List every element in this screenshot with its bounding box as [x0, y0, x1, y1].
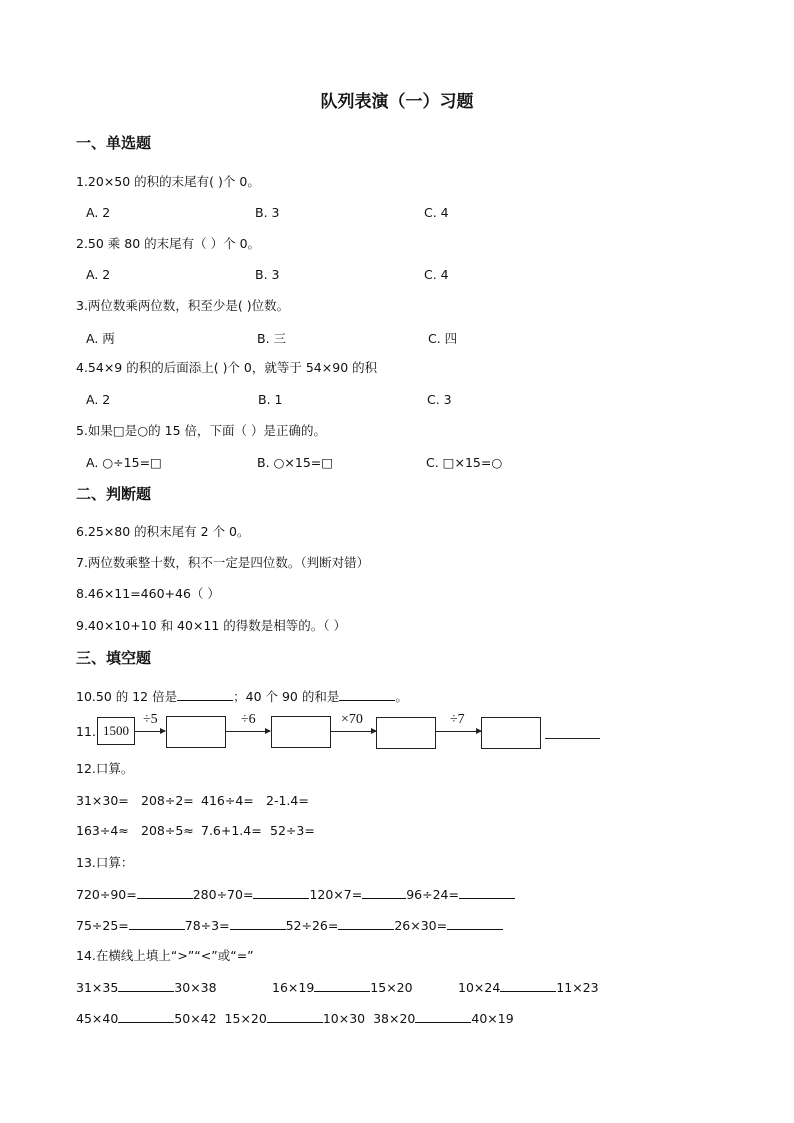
q14-right: 15×20 — [370, 980, 413, 995]
q14-item — [76, 979, 217, 996]
q14-left: 10×24 — [458, 980, 501, 995]
q2-option-a[interactable]: A. 2 — [86, 267, 111, 282]
q3-option-a[interactable]: A. 两 — [86, 331, 115, 346]
compare-blank[interactable] — [500, 979, 556, 992]
answer-blank[interactable] — [230, 917, 286, 930]
q4-option-a[interactable]: A. 2 — [86, 392, 111, 407]
answer-blank[interactable] — [253, 886, 309, 899]
section-heading-single-choice: 一、单选题 — [76, 134, 152, 152]
answer-blank[interactable] — [447, 917, 503, 930]
flow-arrow-4 — [436, 731, 481, 732]
flow-arrow-2 — [226, 731, 270, 732]
question-4: 4.54×9 的积的后面添上( )个 0，就等于 54×90 的积 — [76, 360, 378, 375]
q12-item: 208÷2= — [141, 793, 194, 808]
q13-item: 280÷70= — [192, 887, 254, 902]
answer-blank[interactable] — [177, 688, 233, 701]
q13-item: 52÷26= — [285, 918, 339, 933]
q14-item — [272, 979, 413, 996]
q3-option-c[interactable]: C. 四 — [428, 331, 458, 346]
q13-item: 96÷24= — [406, 887, 459, 902]
q12-item: 31×30= — [76, 793, 129, 808]
q14-right: 40×19 — [471, 1011, 514, 1026]
page-title: 队列表演（一）习题 — [320, 92, 474, 112]
flow-final-answer-line[interactable] — [545, 737, 600, 739]
question-12: 12.口算。 — [76, 761, 134, 776]
q5-option-a[interactable]: A. ○÷15=□ — [86, 455, 162, 470]
answer-blank[interactable] — [459, 886, 515, 899]
q14-right: 11×23 — [556, 980, 599, 995]
q14-right: 50×42 — [174, 1011, 217, 1026]
q14-left: 15×20 — [224, 1011, 267, 1026]
question-2: 2.50 乘 80 的末尾有（ ）个 0。 — [76, 236, 261, 251]
flow-op-2: ÷6 — [241, 712, 256, 727]
question-1: 1.20×50 的积的末尾有( )个 0。 — [76, 174, 260, 189]
section-heading-true-false: 二、判断题 — [76, 485, 152, 503]
question-14: 14.在横线上填上“>”“<”或“=” — [76, 948, 254, 963]
question-5: 5.如果□是○的 15 倍，下面（ ）是正确的。 — [76, 423, 326, 438]
q13-item: 26×30= — [394, 918, 448, 933]
compare-blank[interactable] — [267, 1010, 323, 1023]
flow-op-3: ×70 — [341, 712, 363, 727]
q13-item: 120×7= — [309, 887, 363, 902]
flow-arrow-3 — [331, 731, 376, 732]
flow-arrow-1 — [135, 731, 165, 732]
flow-answer-box-3[interactable] — [376, 717, 436, 749]
question-9: 9.40×10+10 和 40×11 的得数是相等的。（ ） — [76, 618, 347, 633]
q5-option-b[interactable]: B. ○×15=□ — [257, 455, 334, 470]
answer-blank[interactable] — [362, 886, 406, 899]
q14-left: 16×19 — [272, 980, 315, 995]
q2-option-b[interactable]: B. 3 — [255, 267, 280, 282]
q13-row-2 — [76, 917, 503, 934]
question-3: 3.两位数乘两位数，积至少是( )位数。 — [76, 298, 290, 313]
q4-option-c[interactable]: C. 3 — [427, 392, 452, 407]
q1-option-b[interactable]: B. 3 — [255, 205, 280, 220]
q2-option-c[interactable]: C. 4 — [424, 267, 449, 282]
q12-item: 52÷3= — [270, 823, 315, 838]
q14-item — [458, 979, 599, 996]
question-7: 7.两位数乘整十数，积不一定是四位数。（判断对错） — [76, 555, 370, 570]
q12-item: 7.6+1.4= — [201, 823, 262, 838]
flow-start-box: 1500 — [97, 717, 135, 745]
q12-item: 416÷4= — [201, 793, 254, 808]
flow-answer-box-4[interactable] — [481, 717, 541, 749]
q13-row-1 — [76, 886, 515, 903]
q10-text-1: 10.50 的 12 倍是 — [76, 689, 178, 704]
q13-item: 75÷25= — [76, 918, 129, 933]
q13-item: 720÷90= — [76, 887, 137, 902]
q10-text-2: ；40 个 90 的和是 — [233, 689, 340, 704]
q13-item: 78÷3= — [184, 918, 230, 933]
q5-option-c[interactable]: C. □×15=○ — [426, 455, 503, 470]
answer-blank[interactable] — [129, 917, 185, 930]
flow-op-4: ÷7 — [450, 712, 465, 727]
answer-blank[interactable] — [137, 886, 193, 899]
flow-op-1: ÷5 — [143, 712, 158, 727]
answer-blank[interactable] — [339, 688, 395, 701]
q10-text-3: 。 — [395, 689, 408, 704]
q14-left: 31×35 — [76, 980, 119, 995]
flow-answer-box-1[interactable] — [166, 716, 226, 748]
q3-option-b[interactable]: B. 三 — [257, 331, 287, 346]
q12-item: 208÷5≈ — [141, 823, 194, 838]
q12-item: 163÷4≈ — [76, 823, 129, 838]
answer-blank[interactable] — [338, 917, 394, 930]
q1-option-a[interactable]: A. 2 — [86, 205, 111, 220]
compare-blank[interactable] — [314, 979, 370, 992]
q14-left: 45×40 — [76, 1011, 119, 1026]
q14-left: 38×20 — [373, 1011, 416, 1026]
question-6: 6.25×80 的积末尾有 2 个 0。 — [76, 524, 250, 539]
q12-item: 2-1.4= — [266, 793, 309, 808]
q14-right: 30×38 — [174, 980, 217, 995]
q14-right: 10×30 — [322, 1011, 366, 1026]
compare-blank[interactable] — [118, 1010, 174, 1023]
question-13: 13.口算： — [76, 855, 134, 870]
question-10 — [76, 688, 408, 705]
q4-option-b[interactable]: B. 1 — [258, 392, 283, 407]
compare-blank[interactable] — [415, 1010, 471, 1023]
q14-row-2 — [76, 1010, 514, 1027]
question-11-number: 11. — [76, 724, 96, 739]
q1-option-c[interactable]: C. 4 — [424, 205, 449, 220]
section-heading-fill-blank: 三、填空题 — [76, 649, 152, 667]
flow-answer-box-2[interactable] — [271, 716, 331, 748]
compare-blank[interactable] — [118, 979, 174, 992]
question-8: 8.46×11=460+46（ ） — [76, 586, 220, 601]
